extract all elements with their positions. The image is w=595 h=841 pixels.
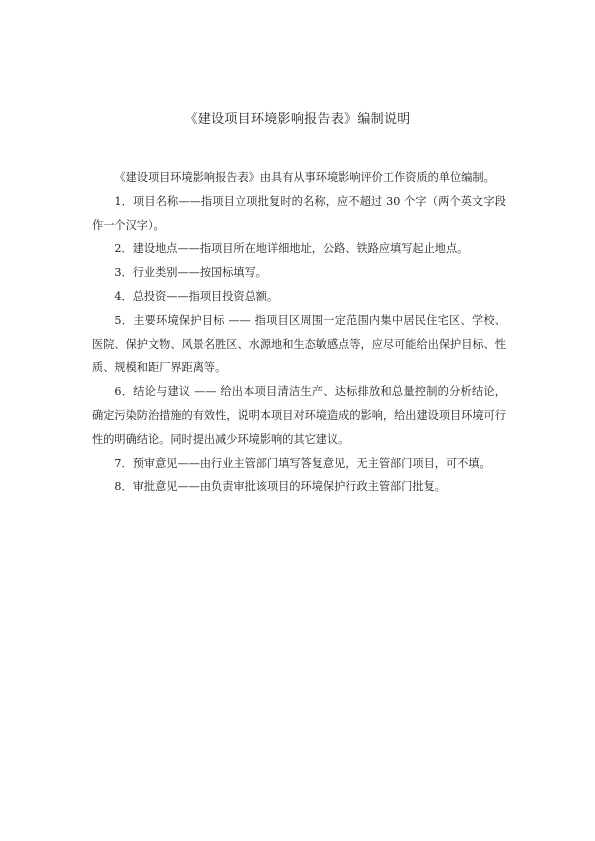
paragraph-item-2: 2．建设地点——指项目所在地详细地址，公路、铁路应填写起止地点。 [114,242,469,256]
document-body [92,166,506,499]
paragraph-intro: 《建设项目环境影响报告表》由具有从事环境影响评价工作资质的单位编制。 [114,171,495,184]
document-title: 《建设项目环境影响报告表》编制说明 [184,112,411,127]
paragraph-item-1: 1．项目名称——指项目立项批复时的名称，应不超过 30 个字（两个英文字段作一个汉字）。 [92,194,506,232]
paragraph-item-8: 8．审批意见——由负责审批该项目的环境保护行政主管部门批复。 [114,480,446,494]
paragraph-item-7: 7．预审意见——由行业主管部门填写答复意见，无主管部门项目，可不填。 [114,456,491,470]
paragraph-item-5: 5．主要环境保护目标 —— 指项目区周围一定范围内集中居民住宅区、学校、医院、保护文物、风景名胜区、水源地和生态敏感点等，应尽可能给出保护目标、性质、规模和距厂界距离等。 [92,313,506,375]
paragraph-item-3: 3．行业类别——按国标填写。 [114,266,267,280]
paragraph-item-4: 4．总投资——指项目投资总额。 [114,289,279,303]
paragraph-item-6: 6．结论与建议 —— 给出本项目清洁生产、达标排放和总量控制的分析结论，确定污染防治措施的有效性，说明本项目对环境造成的影响，给出建设项目环境可行性的明确结论。同时提出减少环境影响的其它建议。 [92,385,506,446]
